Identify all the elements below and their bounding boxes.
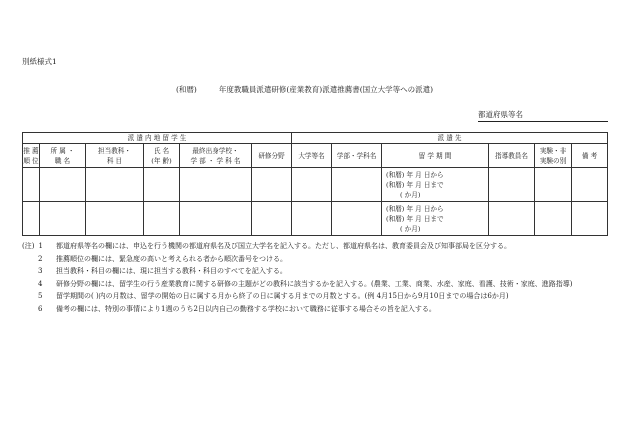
dispatch-recommendation-table — [22, 132, 608, 236]
cell-subject[interactable] — [86, 168, 144, 202]
col-header-remarks: 備 考 — [572, 144, 608, 168]
period-months: ( か月) — [400, 190, 421, 199]
note-item — [22, 290, 612, 303]
cell-period[interactable] — [382, 168, 489, 202]
note-number: 2 — [38, 254, 43, 263]
cell-university[interactable] — [292, 202, 332, 236]
cell-faculty[interactable] — [332, 168, 382, 202]
note-text: 都道府県等名の欄には、申込を行う機関の都道府県名及び国立大学名を記入する。ただし、都道府県名は、教育委員会及び知事部局を区分する。 — [56, 242, 511, 250]
table-row — [23, 202, 608, 236]
group-header-trainee: 派 遣 内 地 留 学 生 — [23, 133, 292, 144]
period-months: ( か月) — [400, 224, 421, 233]
cell-name[interactable] — [144, 168, 180, 202]
form-number-label: 別紙様式1 — [22, 57, 57, 66]
col-header-subject: 担当教科・ 科 目 — [86, 144, 144, 168]
notes-section — [22, 240, 612, 316]
cell-experiment[interactable] — [535, 168, 572, 202]
period-from: (和暦) 年 月 日から — [386, 204, 444, 213]
note-text: 推薦順位の欄には、緊急度の高いと考えられる者から順次番号をつける。 — [56, 254, 287, 263]
cell-subject[interactable] — [86, 202, 144, 236]
cell-school[interactable] — [180, 202, 252, 236]
cell-school[interactable] — [180, 168, 252, 202]
note-text: 研修分野の欄には、留学生の行う産業教育に関する研修の主題がどの教科に該当するかを記入する。(農業、工業、商業、水産、家庭、看護、技術・家庭、進路指導) — [56, 279, 573, 288]
col-header-advisor: 指導教員名 — [489, 144, 535, 168]
notes-prefix: (注) — [22, 242, 35, 250]
note-number: 3 — [38, 267, 43, 276]
period-to: (和暦) 年 月 日まで — [386, 214, 444, 223]
note-item — [22, 278, 612, 291]
col-header-school: 最終出身学校・ 学 部 ・ 学 科 名 — [180, 144, 252, 168]
cell-research-field[interactable] — [252, 168, 292, 202]
note-number: 5 — [38, 292, 43, 301]
table-row — [23, 168, 608, 202]
cell-affiliation[interactable] — [40, 202, 86, 236]
cell-rank[interactable] — [23, 202, 40, 236]
cell-remarks[interactable] — [572, 168, 608, 202]
col-header-university: 大学等名 — [292, 144, 332, 168]
cell-advisor[interactable] — [489, 168, 535, 202]
period-from: (和暦) 年 月 日から — [386, 170, 444, 179]
group-header-destination: 派 遣 先 — [292, 133, 608, 144]
note-text: 担当教科・科目の欄には、現に担当する教科・科目のすべてを記入する。 — [56, 267, 287, 276]
title-era: (和暦) — [176, 85, 197, 94]
cell-name[interactable] — [144, 202, 180, 236]
col-header-rank: 推 薦 順 位 — [23, 144, 40, 168]
note-number: 1 — [38, 242, 43, 250]
note-text: 備考の欄には、特別の事情により1週のうち2日以内自己の勤務する学校において職務に従事する場合その旨を記入する。 — [56, 304, 436, 313]
cell-advisor[interactable] — [489, 202, 535, 236]
prefecture-name-field: 都道府県等名 — [478, 109, 608, 122]
note-item — [22, 240, 612, 253]
col-header-affiliation: 所 属 ・ 職 名 — [40, 144, 86, 168]
cell-faculty[interactable] — [332, 202, 382, 236]
cell-research-field[interactable] — [252, 202, 292, 236]
cell-university[interactable] — [292, 168, 332, 202]
col-header-research-field: 研修分野 — [252, 144, 292, 168]
col-header-faculty: 学部・学科名 — [332, 144, 382, 168]
col-header-experiment: 実験・非 実験の別 — [535, 144, 572, 168]
note-item — [22, 253, 612, 266]
cell-period[interactable] — [382, 202, 489, 236]
title-text: 年度教職員派遣研修(産業教育)派遣推薦書(国立大学等への派遣) — [218, 85, 434, 94]
col-header-period: 留 学 期 間 — [382, 144, 489, 168]
note-item — [22, 265, 612, 278]
period-to: (和暦) 年 月 日まで — [386, 180, 444, 189]
cell-rank[interactable] — [23, 168, 40, 202]
cell-affiliation[interactable] — [40, 168, 86, 202]
col-header-name: 氏 名 (年 齢) — [144, 144, 180, 168]
note-number: 4 — [38, 279, 43, 288]
cell-experiment[interactable] — [535, 202, 572, 236]
cell-remarks[interactable] — [572, 202, 608, 236]
note-item — [22, 303, 612, 316]
note-text: 留学期間の( )内の月数は、留学の開始の日に属する月から終了の日に属する月までの月数とする。(例 4月15日から9月10日までの場合は6か月) — [56, 292, 509, 301]
note-number: 6 — [38, 304, 43, 313]
document-title — [176, 84, 433, 95]
